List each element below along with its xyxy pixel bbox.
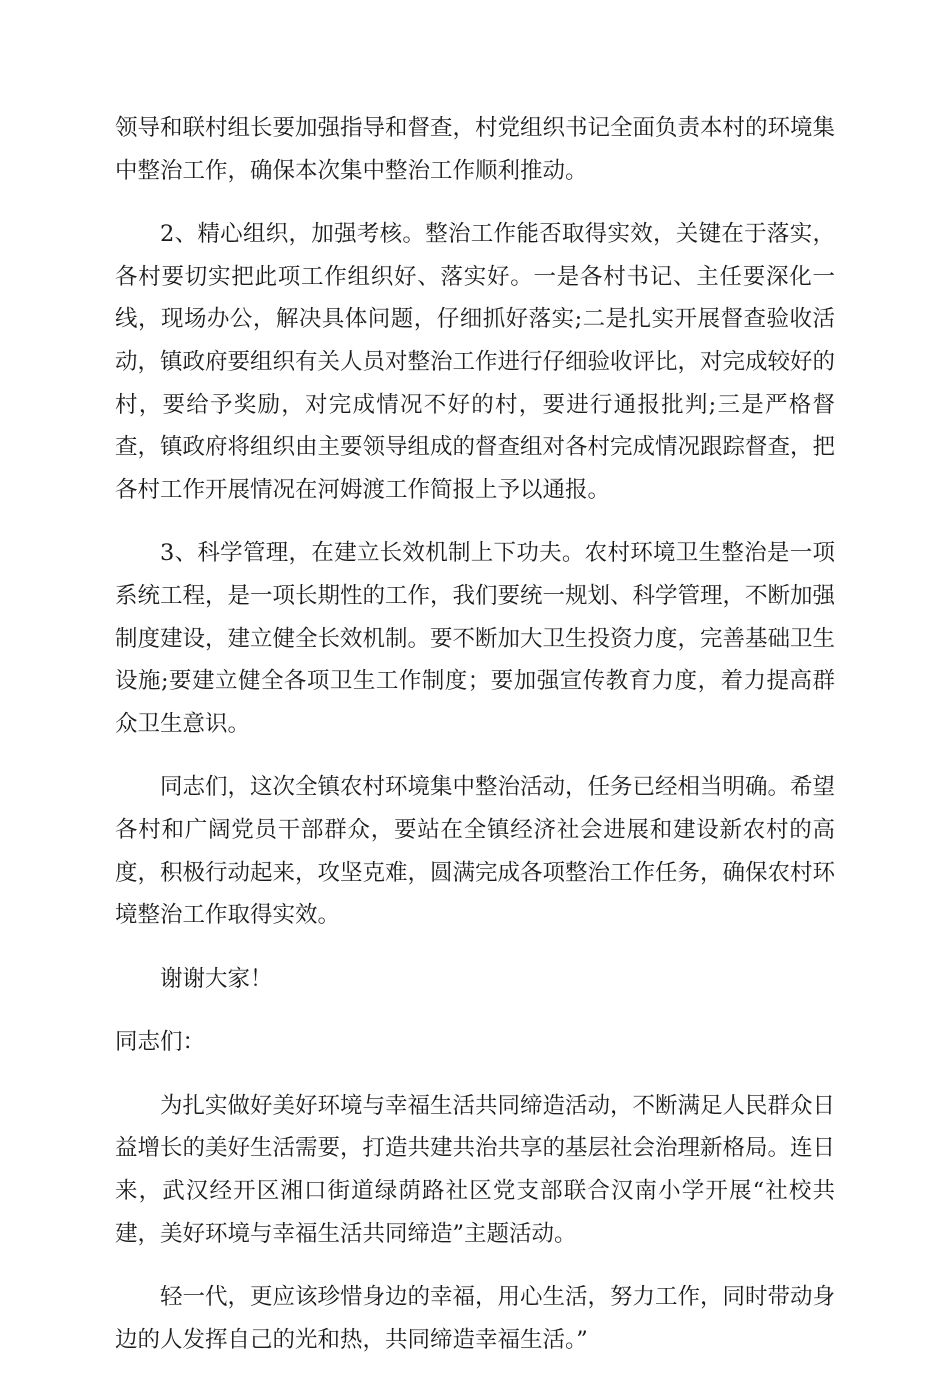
paragraph-3: 3、科学管理，在建立长效机制上下功夫。农村环境卫生整治是一项系统工程，是一项长期性的工作，我们要统一规划、科学管理，不断加强制度建设，建立健全长效机制。要不断加大卫生投资力度，完善基础卫生设施;要建立健全各项卫生工作制度；要加强宣传教育力度，着力提高群众卫生意识。 — [115, 540, 836, 737]
paragraph-1: 领导和联村组长要加强指导和督查，村党组织书记全面负责本村的环境集中整治工作，确保本次集中整治工作顺利推动。 — [115, 115, 836, 184]
paragraph-8: 轻一代，更应该珍惜身边的幸福，用心生活，努力工作，同时带动身边的人发挥自己的光和热，共同缔造幸福生活。” — [115, 1284, 836, 1353]
paragraph-4: 同志们，这次全镇农村环境集中整治活动，任务已经相当明确。希望各村和广阔党员干部群众，要站在全镇经济社会进展和建设新农村的高度，积极行动起来，攻坚克难，圆满完成各项整治工作任务，确保农村环境整治工作取得实效。 — [115, 774, 836, 929]
paragraph-5: 谢谢大家！ — [160, 965, 273, 992]
paragraph-2: 2、精心组织，加强考核。整治工作能否取得实效，关键在于落实，各村要切实把此项工作组织好、落实好。一是各村书记、主任要深化一线，现场办公，解决具体问题，仔细抓好落实;二是扎实开展督查验收活动，镇政府要组织有关人员对整治工作进行仔细验收评比，对完成较好的村，要给予奖励，对完成情况不好的村，要进行通报批判;三是严格督查，镇政府将组织由主要领导组成的督查组对各村完成情况跟踪督查，把各村工作开展情况在河姆渡工作简报上予以通报。 — [115, 221, 836, 503]
paragraph-6: 同志们： — [115, 1029, 206, 1056]
document-body — [115, 107, 835, 1382]
paragraph-7: 为扎实做好美好环境与幸福生活共同缔造活动，不断满足人民群众日益增长的美好生活需要，打造共建共治共享的基层社会治理新格局。连日来，武汉经开区湘口街道绿荫路社区党支部联合汉南小学开展“社校共建，美好环境与幸福生活共同缔造”主题活动。 — [115, 1092, 836, 1247]
